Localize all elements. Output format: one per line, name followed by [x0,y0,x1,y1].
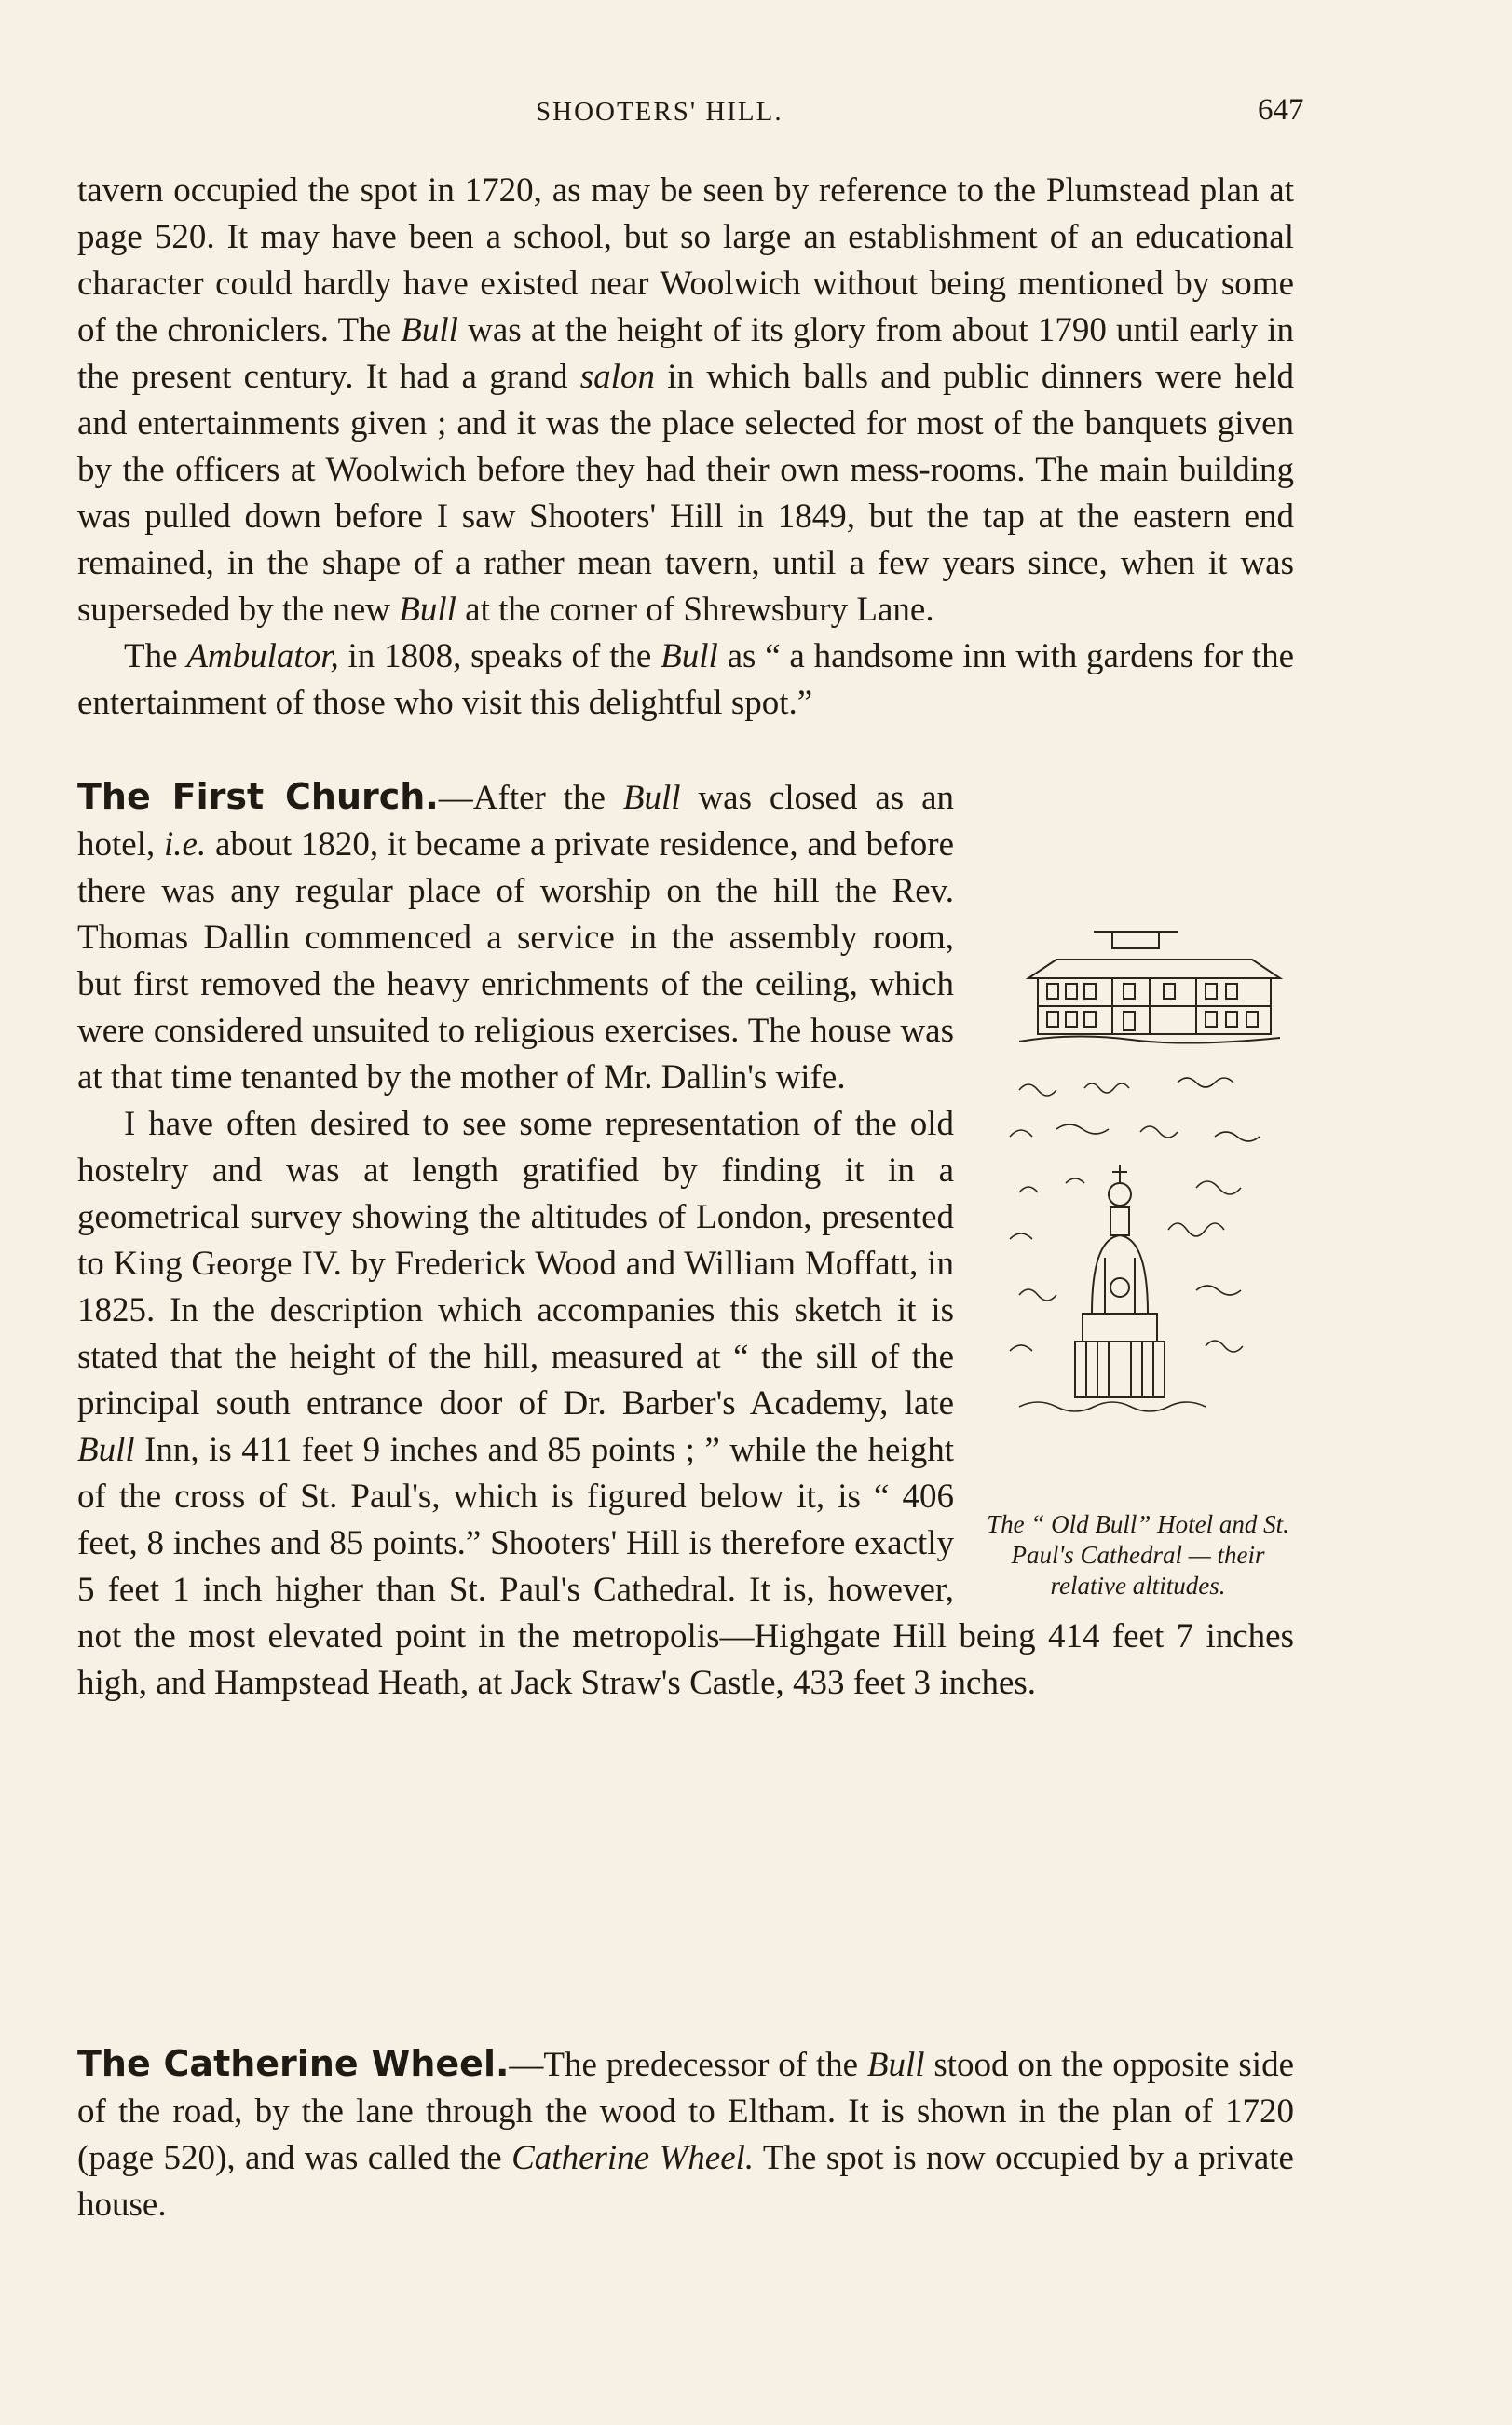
running-title: SHOOTERS' HILL. [536,97,783,127]
figure-caption: The “ Old Bull” Hotel and St. Paul's Cathedral — their relative altitudes. [987,1510,1289,1600]
old-bull-and-st-pauls-illustration [982,922,1289,1481]
paragraph-first-church: The First Church.—After the Bull was closed as an hotel, i.e. about 1820, it became a private residence, and before there was any regular place of worship on the hill the Rev. Thomas Dallin commenced a service in the assembly room, but first removed the heavy enrichments of the ceiling, which were considered unsuited to religious exercises. The house was at that time tenanted by the mother of Mr. Dallin's wife. [77,776,955,1097]
paragraph-altitudes: I have often desired to see some representation of the old hostelry and was at length gratified by finding it in a geometrical survey showing the altitudes of London, presented to King George IV. by Frederick Wood and William Moffatt, in 1825. In the description which accompanies this sketch it is stated that the height of the hill, measured at “ the sill of the principal south entrance door of Dr. Barber's Academy, late Bull Inn, is 411 feet 9 inches and 85 points ; ” while the height of the cross of St. Paul's, which is figured below it, is “ 406 feet, 8 inches and 85 points.” Shooters' Hill is therefore exactly 5 feet 1 inch higher than St. Paul's Cathedral. It is, however, not the most elevated point in the metropolis—Highgate Hill being 414 feet 7 inches high, and Hampstead Heath, at Jack Straw's Castle, 433 feet 3 inches. [77,1105,1294,1702]
paragraph-catherine-wheel: The Catherine Wheel.—The predecessor of the Bull stood on the opposite side of the road, by the lane through the wood to Eltham. It is shown in the plan of 1720 (page 520), and was called the Catherine Wheel. The spot is now occupied by a private house. [77,2043,1294,2224]
paragraph-bull-history: tavern occupied the spot in 1720, as may be seen by reference to the Plumstead plan at page 520. It may have been a school, but so large an establishment of an educational character could hardly have existed near Woolwich without being mentioned by some of the chroniclers. The Bull was at the height of its glory from about 1790 until early in the present century. It had a grand salon in which balls and public dinners were held and entertainments given ; and it was the place selected for most of the banquets given by the officers at Woolwich before they had their own mess-rooms. The main building was pulled down before I saw Shooters' Hill in 1849, but the tap at the eastern end remained, in the shape of a rather mean tavern, until a few years since, when it was superseded by the new Bull at the corner of Shrewsbury Lane. [77,171,1295,629]
catherine-wheel-section [77,2040,1294,2228]
illustration-figure [982,922,1294,1611]
paragraph-ambulator: The Ambulator, in 1808, speaks of the Bull as “ a handsome inn with gardens for the entertainment of those who visit this delightful spot.” [77,637,1294,722]
page-number: 647 [1258,93,1304,127]
opening-text [77,168,1294,727]
section-heading-first-church: The First Church. [77,776,439,817]
first-church-section [77,773,1294,1707]
section-heading-catherine-wheel: The Catherine Wheel. [77,2043,510,2084]
